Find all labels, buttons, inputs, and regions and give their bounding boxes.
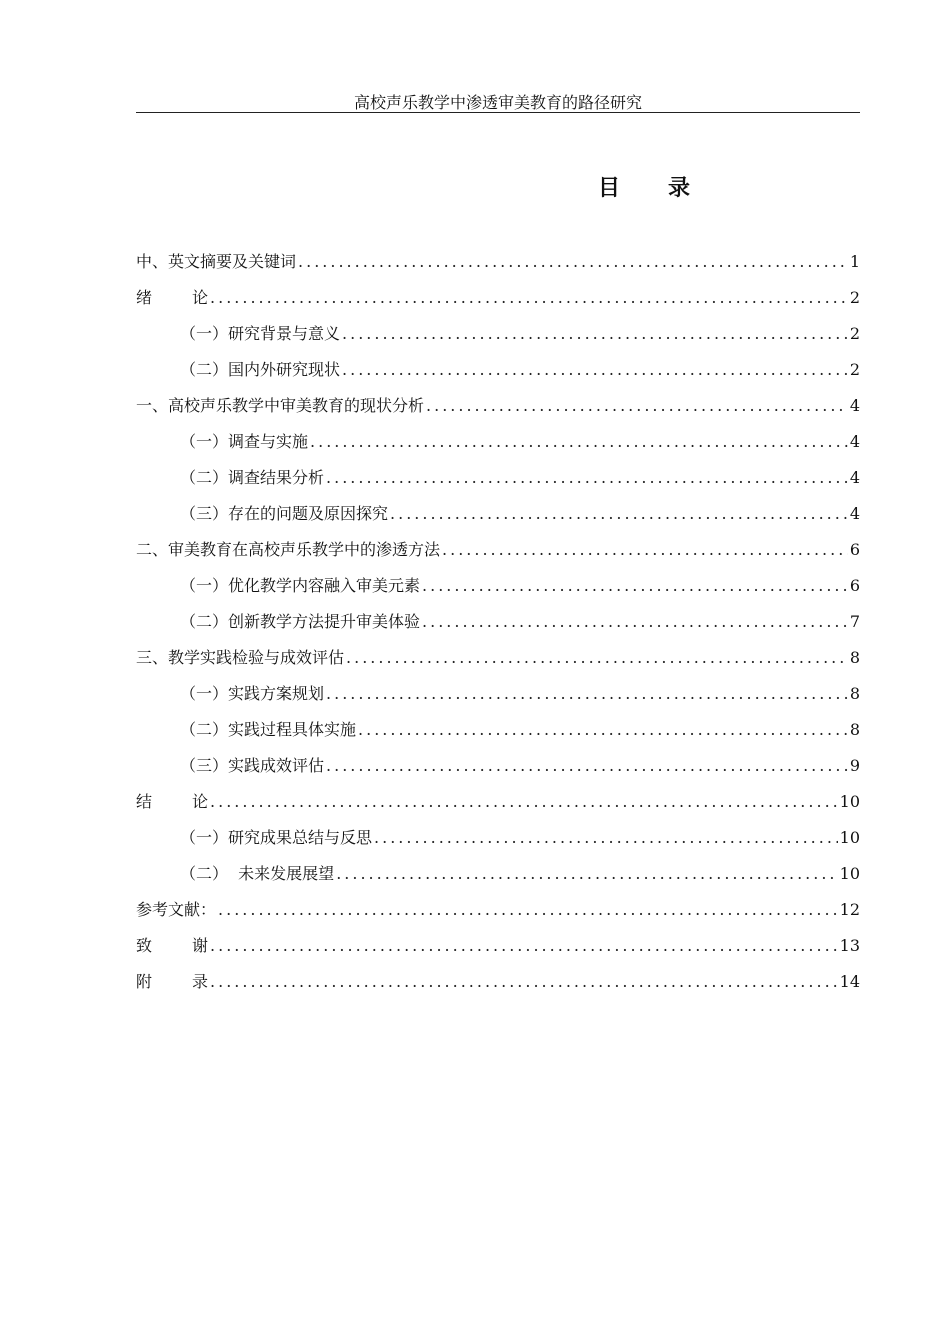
- toc-dot-leader: [442, 532, 848, 568]
- toc-entry-label: （一）研究背景与意义: [180, 324, 341, 343]
- toc-page-number: 2: [849, 360, 860, 379]
- toc-dot-leader: [426, 388, 848, 424]
- toc-entry-label: （二）国内外研究现状: [180, 360, 341, 379]
- toc-page-number: 7: [849, 612, 860, 631]
- toc-page-number: 1: [849, 252, 860, 271]
- toc-dot-leader: [358, 712, 848, 748]
- toc-dot-leader: [346, 640, 848, 676]
- toc-dot-leader: [326, 676, 848, 712]
- toc-entry-label: （二）调查结果分析: [180, 468, 325, 487]
- toc-entry-conclusion-2[interactable]: [136, 856, 860, 892]
- toc-entry-3-3[interactable]: [136, 748, 860, 784]
- toc-entry-label: （三）实践成效评估: [180, 756, 325, 775]
- toc-page-number: 4: [849, 468, 860, 487]
- toc-entry-appendix[interactable]: [136, 964, 860, 1000]
- toc-entry-label: （一）优化教学内容融入审美元素: [180, 576, 421, 595]
- toc-entry-label: 中、英文摘要及关键词: [136, 252, 297, 271]
- toc-entry-label: （二）实践过程具体实施: [180, 720, 357, 739]
- toc-entry-label: 附 录: [136, 972, 209, 991]
- toc-entry-label: 绪 论: [136, 288, 209, 307]
- toc-dot-leader: [336, 856, 837, 892]
- toc-dot-leader: [422, 604, 848, 640]
- toc-entry-label: （三）存在的问题及原因探究: [180, 504, 389, 523]
- table-of-contents: [136, 244, 860, 1000]
- toc-entry-label: 三、教学实践检验与成效评估: [136, 648, 345, 667]
- toc-page-number: 10: [839, 828, 860, 847]
- toc-entry-2-2[interactable]: [136, 604, 860, 640]
- toc-entry-2-1[interactable]: [136, 568, 860, 604]
- toc-page-number: 2: [849, 288, 860, 307]
- toc-page-number: 8: [849, 648, 860, 667]
- toc-page-number: 8: [849, 684, 860, 703]
- toc-entry-1-3[interactable]: [136, 496, 860, 532]
- toc-dot-leader: [326, 748, 848, 784]
- toc-page-number: 12: [839, 900, 860, 919]
- toc-page-number: 8: [849, 720, 860, 739]
- toc-entry-chapter-2[interactable]: [136, 532, 860, 568]
- toc-entry-label: （二） 未来发展展望: [180, 864, 335, 883]
- toc-dot-leader: [310, 424, 848, 460]
- toc-dot-leader: [210, 280, 848, 316]
- toc-entry-references[interactable]: [136, 892, 860, 928]
- toc-dot-leader: [218, 892, 838, 928]
- toc-entry-label: 参考文献：: [136, 900, 217, 919]
- toc-page-number: 4: [849, 432, 860, 451]
- toc-entry-acknowledgements[interactable]: [136, 928, 860, 964]
- toc-entry-1-1[interactable]: [136, 424, 860, 460]
- toc-entry-label: 一、高校声乐教学中审美教育的现状分析: [136, 396, 425, 415]
- toc-page-number: 4: [849, 504, 860, 523]
- toc-entry-3-2[interactable]: [136, 712, 860, 748]
- toc-entry-introduction[interactable]: [136, 280, 860, 316]
- toc-dot-leader: [374, 820, 838, 856]
- toc-dot-leader: [298, 244, 848, 280]
- toc-dot-leader: [210, 928, 838, 964]
- toc-entry-label: 致 谢: [136, 936, 209, 955]
- toc-heading: [0, 172, 950, 206]
- header-rule: [136, 112, 860, 113]
- toc-dot-leader: [342, 316, 848, 352]
- toc-dot-leader: [390, 496, 848, 532]
- toc-heading-char-2: 录: [668, 176, 691, 201]
- toc-page-number: 10: [839, 864, 860, 883]
- toc-page-number: 4: [849, 396, 860, 415]
- toc-dot-leader: [210, 784, 838, 820]
- running-header-title: 高校声乐教学中渗透审美教育的路径研究: [353, 93, 642, 112]
- toc-heading-char-1: 目: [597, 176, 620, 201]
- running-header: [136, 93, 860, 113]
- toc-dot-leader: [422, 568, 848, 604]
- toc-entry-chapter-1[interactable]: [136, 388, 860, 424]
- toc-page-number: 10: [839, 792, 860, 811]
- toc-dot-leader: [342, 352, 848, 388]
- toc-entry-abstract[interactable]: [136, 244, 860, 280]
- toc-page-number: 2: [849, 324, 860, 343]
- toc-page-number: 14: [839, 972, 860, 991]
- toc-entry-label: 结 论: [136, 792, 209, 811]
- toc-entry-label: （一）研究成果总结与反思: [180, 828, 373, 847]
- toc-entry-label: 二、审美教育在高校声乐教学中的渗透方法: [136, 540, 441, 559]
- toc-page-number: 6: [849, 576, 860, 595]
- toc-entry-1-2[interactable]: [136, 460, 860, 496]
- toc-page-number: 13: [839, 936, 860, 955]
- toc-entry-background[interactable]: [136, 316, 860, 352]
- toc-entry-label: （一）实践方案规划: [180, 684, 325, 703]
- toc-entry-conclusion[interactable]: [136, 784, 860, 820]
- toc-page-number: 9: [849, 756, 860, 775]
- toc-entry-label: （二）创新教学方法提升审美体验: [180, 612, 421, 631]
- toc-entry-conclusion-1[interactable]: [136, 820, 860, 856]
- toc-entry-3-1[interactable]: [136, 676, 860, 712]
- toc-entry-label: （一）调查与实施: [180, 432, 309, 451]
- toc-dot-leader: [326, 460, 848, 496]
- toc-entry-chapter-3[interactable]: [136, 640, 860, 676]
- toc-page-number: 6: [849, 540, 860, 559]
- toc-entry-research-status[interactable]: [136, 352, 860, 388]
- toc-dot-leader: [210, 964, 838, 1000]
